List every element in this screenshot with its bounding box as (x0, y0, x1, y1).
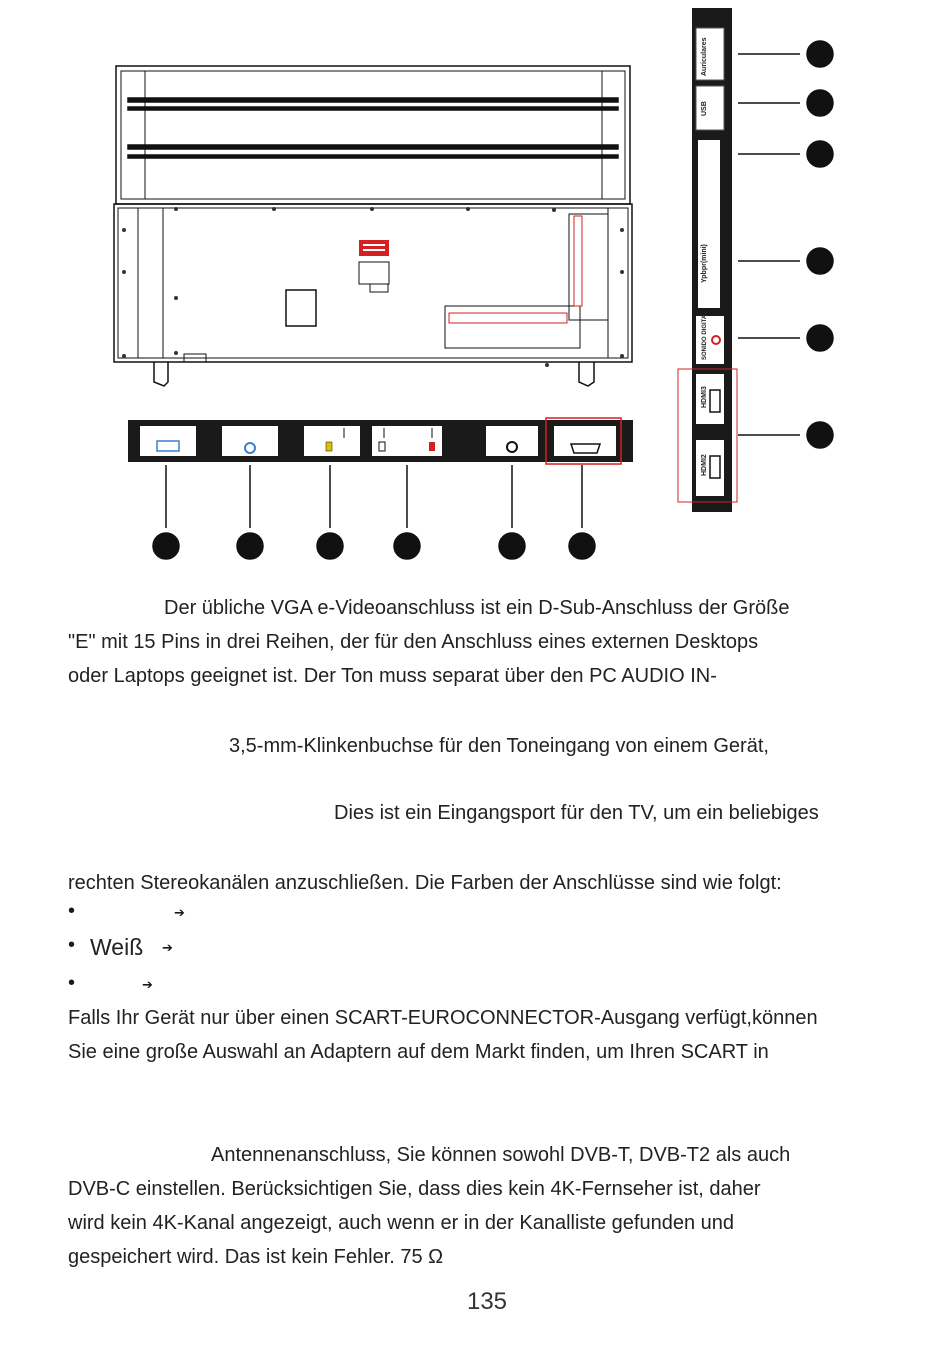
bottom-port-strip (128, 418, 633, 464)
antenna-line-2: DVB-C einstellen. Berücksichtigen Sie, dass dies kein 4K-Fernseher ist, daher (68, 1178, 761, 1200)
tv-rear-diagram (0, 0, 950, 600)
arrow-icon: ➔ (174, 905, 185, 920)
scart-line-2: Sie eine große Auswahl an Adaptern auf dem Markt finden, um Ihren SCART in (68, 1041, 769, 1063)
audio-line-1: 3,5-mm-Klinkenbuchse für den Toneingang von einem Gerät, (229, 735, 769, 757)
antenna-line-1: Antennenanschluss, Sie können sowohl DVB-T, DVB-T2 als auch (211, 1144, 791, 1166)
headphones-port-label: Auriculares (701, 37, 708, 76)
arrow-icon: ➔ (142, 977, 153, 992)
scart-line-1: Falls Ihr Gerät nur über einen SCART-EUROCONNECTOR-Ausgang verfügt,können (68, 1007, 818, 1029)
vga-line-3: oder Laptops geeignet ist. Der Ton muss separat über den PC AUDIO IN- (68, 665, 717, 687)
page-number: 135 (466, 1288, 508, 1315)
arrow-icon: ➔ (162, 940, 173, 955)
antenna-line-4: gespeichert wird. Das ist kein Fehler. 75 Ω (68, 1246, 444, 1268)
hdmi2-port-label: HDMI2 (701, 454, 708, 476)
av-line-1: Dies ist ein Eingangsport für den TV, um ein beliebiges (334, 802, 819, 824)
side-callouts (738, 41, 833, 448)
usb-port-label: USB (701, 101, 708, 116)
recess-highlight (449, 216, 582, 323)
av-line-2: rechten Stereokanälen anzuschließen. Die Farben der Anschlüsse sind wie folgt: (68, 872, 782, 894)
tv-back (114, 66, 632, 386)
ypbpr-port-label: Ypbpr(mini) (701, 244, 708, 283)
spdif-port-label: SONIDO DIGITAL (702, 311, 708, 360)
color-bullet-2: • (68, 934, 76, 956)
color-white-label: Weiß (90, 934, 144, 960)
label-sticker (359, 240, 389, 256)
bottom-callouts (153, 465, 595, 559)
color-bullet-3: • (68, 972, 76, 994)
hdmi3-port-label: HDMI3 (701, 386, 708, 408)
screw-dots (122, 207, 624, 367)
vga-line-1: Der übliche VGA e-Videoanschluss ist ein D-Sub-Anschluss der Größe (164, 597, 790, 619)
antenna-line-3: wird kein 4K-Kanal angezeigt, auch wenn er in der Kanalliste gefunden und (68, 1212, 734, 1234)
color-bullet-1: • (68, 900, 76, 922)
vga-line-2: "E" mit 15 Pins in drei Reihen, der für den Anschluss eines externen Desktops (68, 631, 759, 653)
